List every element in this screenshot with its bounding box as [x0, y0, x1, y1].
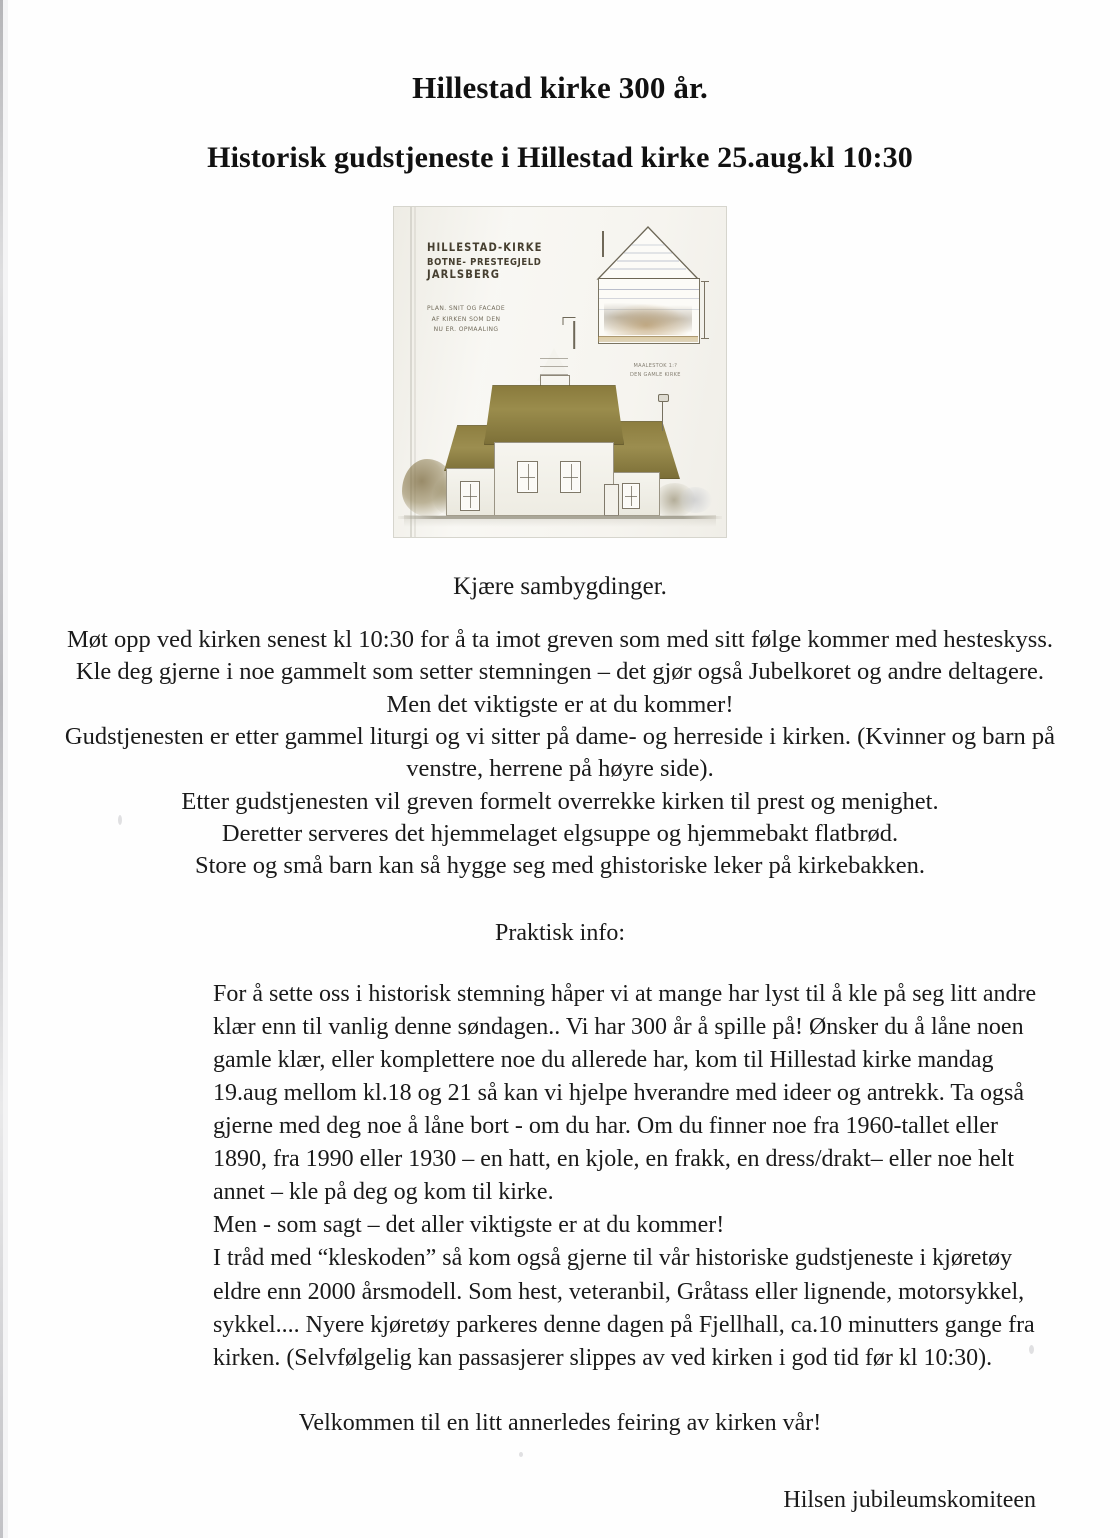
invitation-block: [0, 602, 1120, 883]
cross-section-beam: [599, 298, 699, 299]
drawing-hand-line-1: HILLESTAD-KIRKE: [427, 242, 543, 255]
drawing-hand-line-3: JARLSBERG: [427, 269, 500, 282]
drawing-note-line-2: AF KIRKEN SOM DEN: [431, 315, 501, 323]
invitation-line: Kle deg gjerne i noe gammelt som setter stemningen – det gjør også Jubelkoret og andre deltagere. Men det viktigste er at du kommer!: [75, 658, 1045, 718]
nave-body: [494, 442, 614, 516]
cross-section-beam: [599, 289, 699, 290]
church-drawing-image: [394, 207, 726, 537]
window-icon: [560, 461, 581, 493]
invitation-line: Etter gudstjenesten vil greven formelt overrekke kirken til prest og menighet.: [181, 787, 939, 815]
invitation-line: Deretter serveres det hjemmelaget elgsuppe og hjemmebakt flatbrød.: [221, 820, 899, 848]
invitation-line: Store og små barn kan så hygge seg med ghistoriske leker på kirkebakken.: [194, 852, 926, 880]
invitation-line: Møt opp ved kirken senest kl 10:30 for å ta imot greven som med sitt følge kommer med hesteskyss.: [67, 626, 1053, 654]
drawing-hand-line-2: BOTNE- PRESTEGJELD: [427, 256, 542, 268]
invitation-line: Gudstjenesten er etter gammel liturgi og vi sitter på dame- og herreside i kirken. (Kvinner og barn på venstre, herrene på høyre side).: [64, 723, 1056, 783]
window-icon: [517, 461, 538, 493]
spire-finial: [573, 321, 575, 349]
practical-paragraph: Men - som sagt – det aller viktigste er at du kommer!: [213, 1212, 725, 1239]
flag-pole: [662, 401, 663, 431]
drawing-handwritten-title: [427, 241, 543, 282]
ground-line: [398, 516, 722, 519]
cross-section-gable-icon: [590, 225, 706, 285]
window-icon: [622, 483, 640, 509]
practical-info-block: [0, 948, 1120, 1375]
practical-info-heading: Praktisk info:: [495, 919, 625, 946]
door-icon: [604, 484, 619, 516]
drawing-scale-line-2: DEN GAMLE KIRKE: [630, 372, 681, 379]
page-title: Hillestad kirke 300 år.: [412, 70, 708, 105]
figure-container: [0, 175, 1120, 542]
flag-pole-top: [658, 394, 669, 402]
closing-line: Velkommen til en litt annerledes feiring av kirken vår!: [298, 1409, 822, 1436]
signature-line: Hilsen jubileumskomiteen: [783, 1486, 1036, 1513]
practical-paragraph: I tråd med “kleskoden” så kom også gjerne til vår historiske gudstjeneste i kjøretøy eldre enn 2000 årsmodell. Som hest, veteranbil, Gråtass eller lignende, motorsykkel, sykkel.... Nyere kjøretøy parkeres denne dagen på Fjellhall, ca.10 minutters gange fra kirken. (Selvfølgelig kan passasjerer slippes av ved kirken i god tid før kl 10:30).: [213, 1245, 1035, 1371]
drawing-scale-line-1: MAALESTOK 1:?: [633, 363, 678, 370]
drawing-note-line-3: NU ER. OPMAALING: [433, 326, 499, 334]
roof-nave: [484, 385, 624, 445]
drawing-note-line-1: PLAN. SNIT OG FACADE: [427, 305, 506, 313]
page-subtitle: Historisk gudstjeneste i Hillestad kirke 25.aug.kl 10:30: [207, 140, 913, 174]
church-elevation: [394, 331, 726, 531]
greeting-line: Kjære sambygdinger.: [453, 573, 667, 601]
window-icon: [460, 481, 480, 511]
practical-paragraph: For å sette oss i historisk stemning håper vi at mange har lyst til å kle på seg litt andre klær enn til vanlig denne søndagen.. Vi har 300 år å spille på! Ønsker du å låne noen gamle klær, eller komplettere noe du allerede har, kom til Hillestad kirke mandag 19.aug mellom kl.18 og 21 så kan vi hjelpe hverandre med ideer og antrekk. Ta også gjerne med deg noe å låne bort - om du har. Om du finner noe fra 1960-tallet eller 1890, fra 1990 eller 1930 – en hatt, en kjole, en frakk, en dress/drakt– eller noe helt annet – kle på deg og kom til kirke.: [213, 980, 1037, 1206]
tree-icon: [678, 487, 712, 513]
spire-banding: [540, 351, 568, 377]
